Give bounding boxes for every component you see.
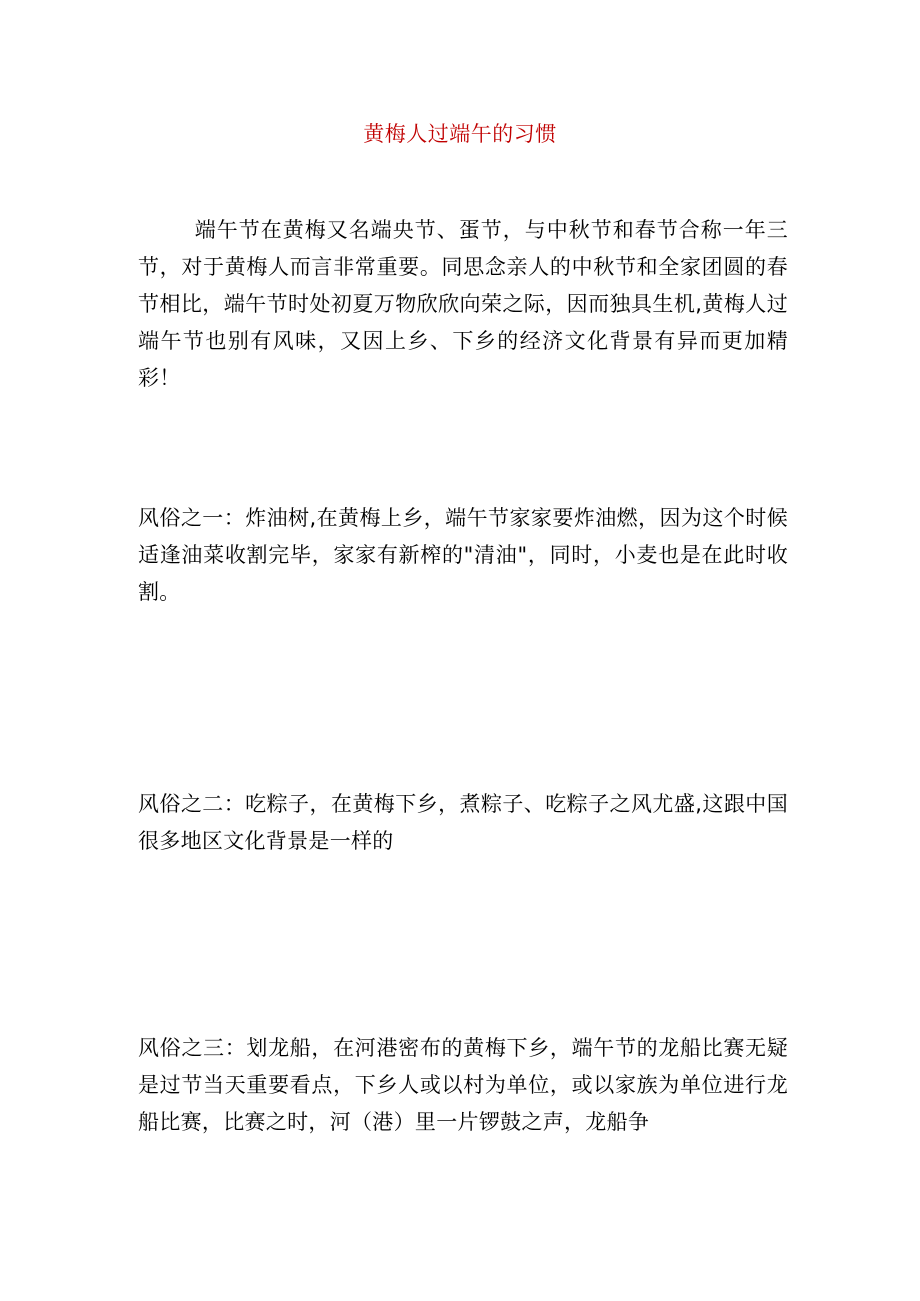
custom-one-paragraph: 风俗之一：炸油树,在黄梅上乡，端午节家家要炸油燃，因为这个时候适逢油菜收割完毕，家家有新榨的"清油"，同时，小麦也是在此时收割。: [138, 506, 788, 604]
document-title: 黄梅人过端午的习惯: [363, 122, 557, 146]
custom-two-paragraph: 风俗之二：吃粽子，在黄梅下乡，煮粽子、吃粽子之风尤盛,这跟中国很多地区文化背景是一样的: [138, 792, 788, 853]
custom-three-paragraph: 风俗之三：划龙船，在河港密布的黄梅下乡，端午节的龙船比赛无疑是过节当天重要看点，下乡人或以村为单位，或以家族为单位进行龙船比赛，比赛之时，河（港）里一片锣鼓之声，龙船争: [138, 1036, 788, 1134]
intro-paragraph: 端午节在黄梅又名端央节、蛋节，与中秋节和春节合称一年三节，对于黄梅人而言非常重要。同思念亲人的中秋节和全家团圆的春节相比，端午节时处初夏万物欣欣向荣之际，因而独具生机,黄梅人过端午节也别有风味，又因上乡、下乡的经济文化背景有异而更加精彩！: [138, 218, 788, 390]
